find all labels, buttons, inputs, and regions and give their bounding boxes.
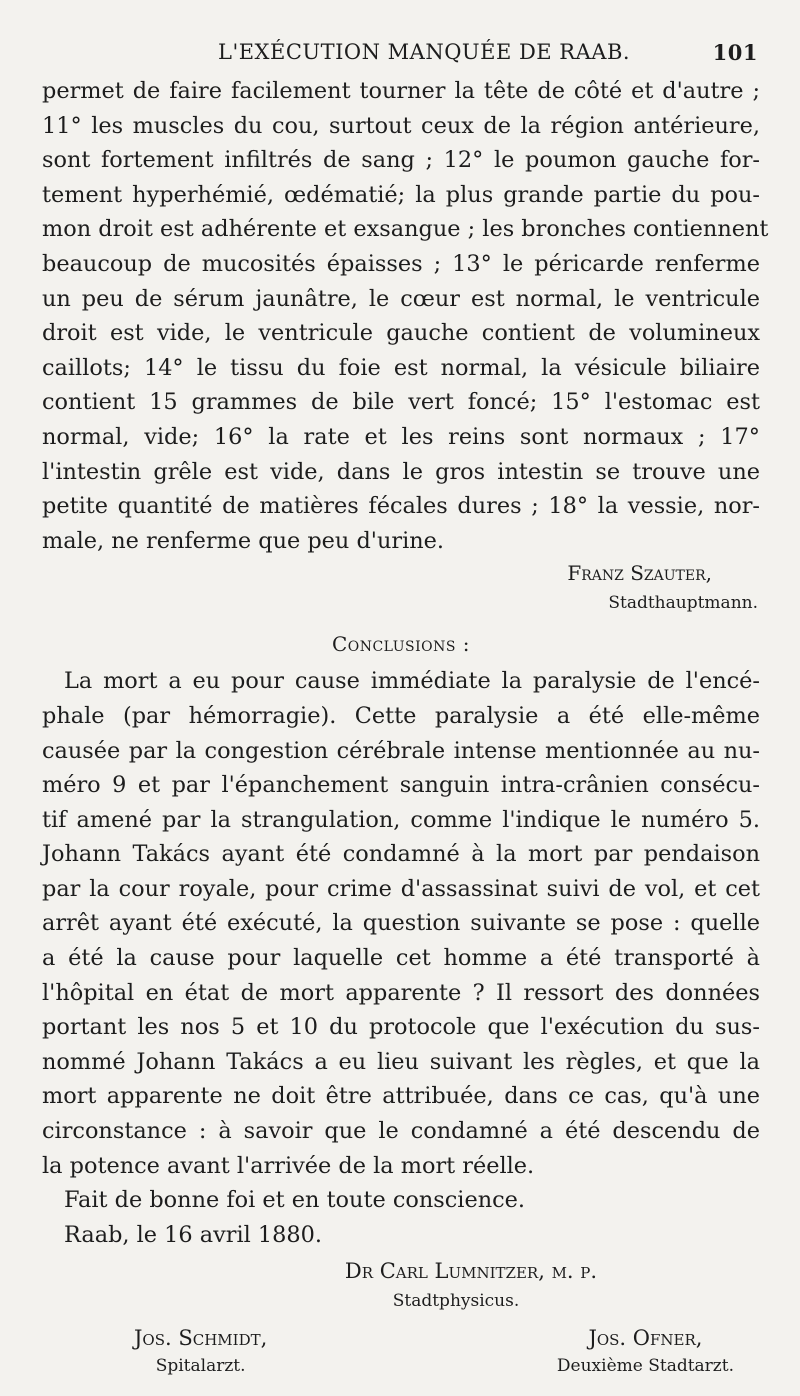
signature-lumnitzer bbox=[42, 1256, 760, 1316]
text-line: l'hôpital en état de mort apparente ? Il ressort des données bbox=[42, 979, 760, 1006]
signature-row bbox=[42, 1326, 760, 1396]
text-line: un peu de sérum jaunâtre, le cœur est normal, le ventricule bbox=[42, 285, 760, 312]
page-number: 101 bbox=[712, 40, 758, 65]
signature-name: Jos. Schmidt, bbox=[134, 1326, 268, 1351]
text-line: l'intestin grêle est vide, dans le gros intestin se trouve une bbox=[42, 458, 760, 485]
text-line: arrêt ayant été exécuté, la question suivante se pose : quelle bbox=[42, 910, 760, 937]
text-line: Johann Takács ayant été condamné à la mort par pendaison bbox=[42, 841, 760, 868]
text-line: petite quantité de matières fécales dures ; 18° la vessie, nor- bbox=[42, 493, 760, 520]
report-paragraph bbox=[42, 74, 769, 558]
text-line: La mort a eu pour cause immédiate la paralysie de l'encé- bbox=[64, 668, 760, 695]
conclusions-heading: Conclusions : bbox=[331, 632, 471, 657]
conclusions-paragraph bbox=[42, 664, 760, 1252]
signature-name: Franz Szauter, bbox=[567, 561, 712, 586]
text-line: nommé Johann Takács a eu lieu suivant les règles, et que la bbox=[42, 1048, 760, 1075]
text-line: contient 15 grammes de bile vert foncé; 15° l'estomac est bbox=[42, 389, 760, 416]
signature-role: Deuxième Stadtarzt. bbox=[556, 1356, 734, 1377]
text-line: méro 9 et par l'épanchement sanguin intra-crânien consécu- bbox=[42, 772, 760, 799]
text-line: causée par la congestion cérébrale intense mentionnée au nu- bbox=[42, 737, 760, 764]
text-line: mon droit est adhérente et exsangue ; les bronches contiennent bbox=[42, 216, 769, 243]
text-line: droit est vide, le ventricule gauche contient de volumineux bbox=[42, 320, 760, 347]
text-line: circonstance : à savoir que le condamné a été descendu de bbox=[42, 1118, 760, 1145]
text-line: male, ne renferme que peu d'urine. bbox=[42, 527, 445, 554]
text-line: mort apparente ne doit être attribuée, dans ce cas, qu'à une bbox=[42, 1083, 760, 1110]
place-date: Raab, le 16 avril 1880. bbox=[64, 1221, 323, 1248]
text-line: caillots; 14° le tissu du foie est normal, la vésicule biliaire bbox=[42, 354, 760, 381]
text-line: permet de faire facilement tourner la tête de côté et d'autre ; bbox=[42, 78, 760, 104]
text-line: tif amené par la strangulation, comme l'indique le numéro 5. bbox=[42, 806, 760, 833]
text-line: 11° les muscles du cou, surtout ceux de la région antérieure, bbox=[42, 112, 760, 139]
signature-role: Stadtphysicus. bbox=[392, 1291, 520, 1312]
text-line: tement hyperhémié, œdématié; la plus grande partie du pou- bbox=[42, 181, 760, 208]
text-line: phale (par hémorragie). Cette paralysie a été elle-même bbox=[42, 702, 760, 729]
closing-line: Fait de bonne foi et en toute conscience. bbox=[64, 1187, 526, 1214]
signature-name: Jos. Ofner, bbox=[588, 1326, 703, 1351]
text-line: sont fortement infiltrés de sang ; 12° le poumon gauche for- bbox=[42, 147, 760, 174]
text-line: a été la cause pour laquelle cet homme a été transporté à bbox=[42, 945, 760, 972]
text-line: portant les nos 5 et 10 du protocole que l'exécution du sus- bbox=[42, 1014, 760, 1041]
signature-schmidt bbox=[134, 1326, 267, 1376]
signature-role: Stadthauptmann. bbox=[608, 593, 758, 614]
signature-role: Spitalarzt. bbox=[155, 1356, 246, 1377]
text-line: la potence avant l'arrivée de la mort réelle. bbox=[42, 1152, 535, 1179]
text-line: beaucoup de mucosités épaisses ; 13° le péricarde renferme bbox=[42, 250, 760, 277]
text-line: par la cour royale, pour crime d'assassinat suivi de vol, et cet bbox=[42, 875, 760, 902]
text-line: normal, vide; 16° la rate et les reins sont normaux ; 17° bbox=[42, 423, 760, 450]
running-head bbox=[42, 36, 760, 74]
signature-name: Dr Carl Lumnitzer, m. p. bbox=[344, 1259, 598, 1284]
running-title: L'EXÉCUTION MANQUÉE DE RAAB. bbox=[218, 40, 631, 64]
signature-ofner bbox=[557, 1326, 734, 1376]
signature-szauter bbox=[42, 558, 760, 618]
